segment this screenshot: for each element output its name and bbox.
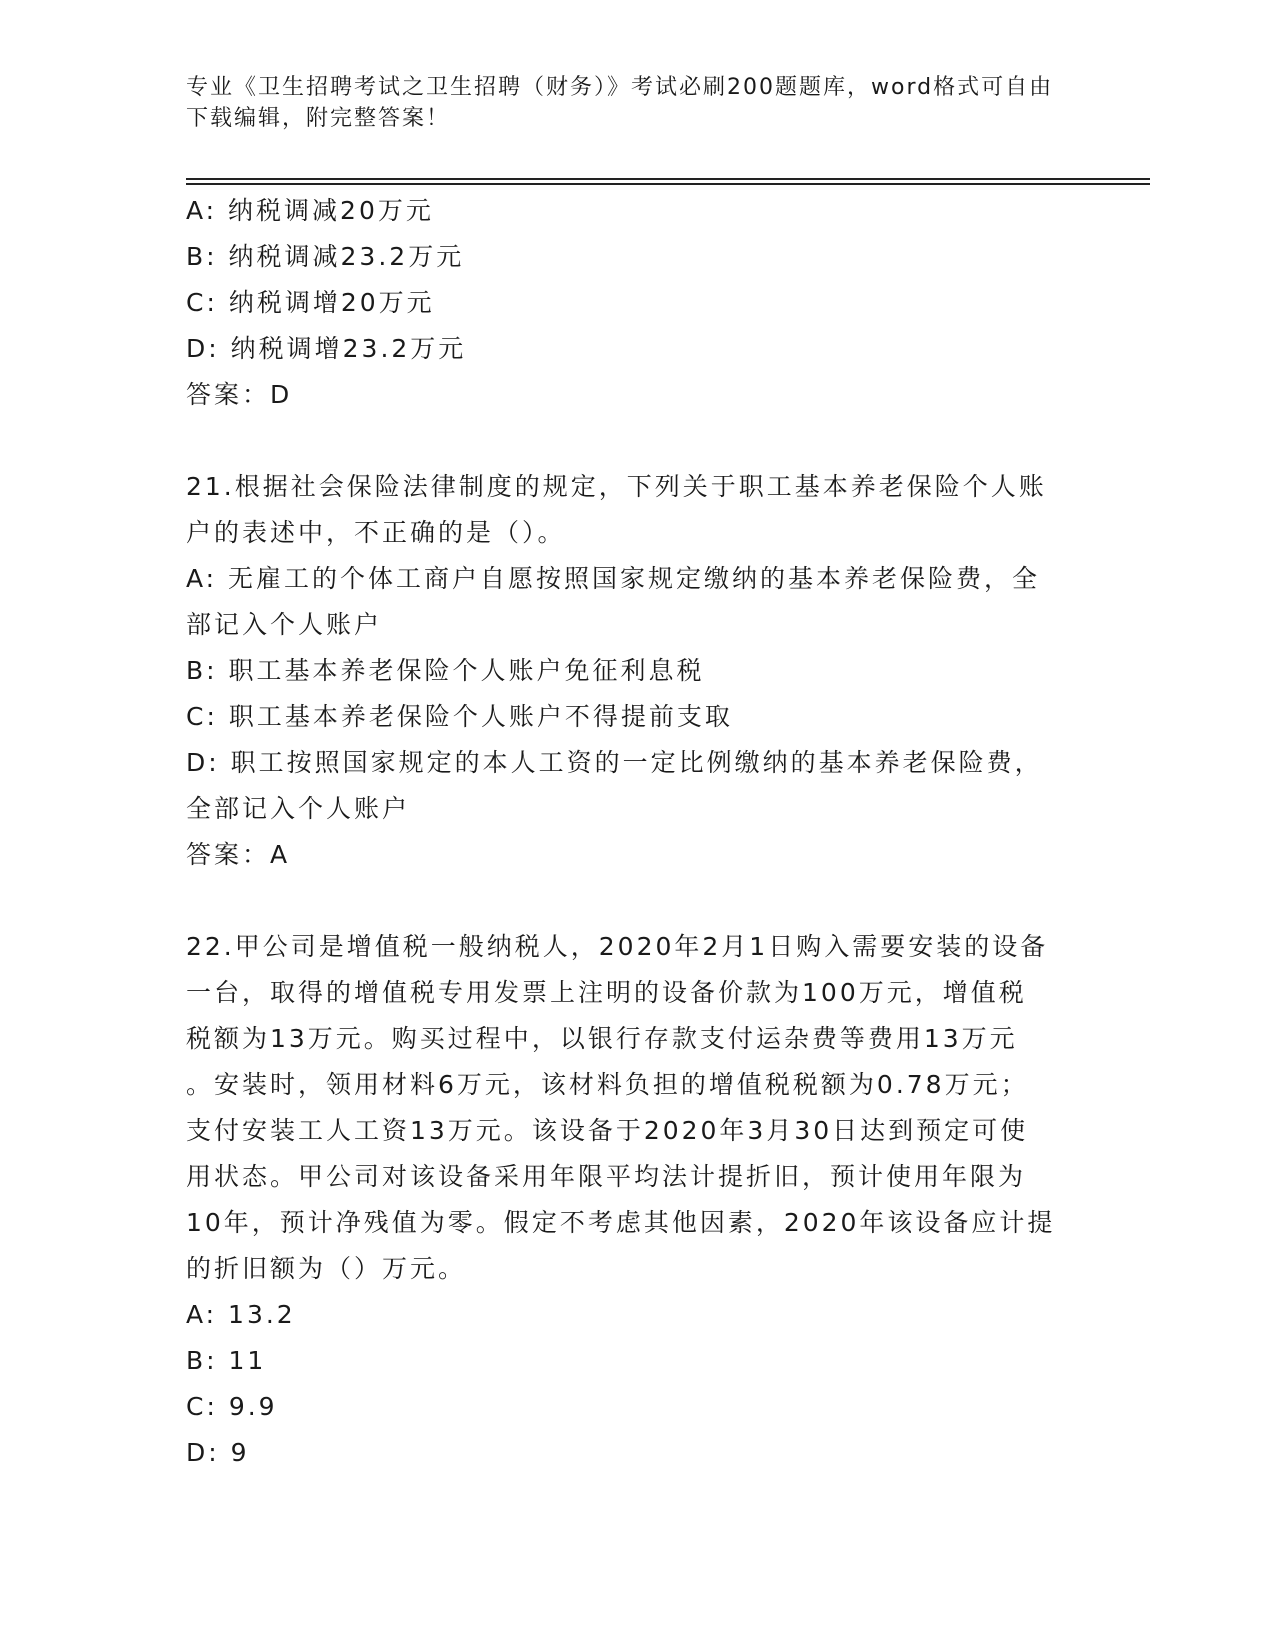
option-a-continued: 部记入个人账户	[186, 610, 383, 639]
question-stem-line: 税额为13万元。购买过程中，以银行存款支付运杂费等费用13万元	[186, 1024, 1018, 1053]
question-21-block	[186, 464, 1086, 878]
option-c: C: 职工基本养老保险个人账户不得提前支取	[186, 702, 733, 731]
header-rule-top	[186, 178, 1150, 180]
document-header	[186, 72, 1066, 134]
question-stem-line: 21.根据社会保险法律制度的规定，下列关于职工基本养老保险个人账	[186, 472, 1047, 501]
option-d: D: 职工按照国家规定的本人工资的一定比例缴纳的基本养老保险费，	[186, 748, 1043, 777]
question-stem-line: 一台，取得的增值税专用发票上注明的设备价款为100万元，增值税	[186, 978, 1027, 1007]
option-d: D: 纳税调增23.2万元	[186, 334, 467, 363]
question-stem-line: 用状态。甲公司对该设备采用年限平均法计提折旧，预计使用年限为	[186, 1162, 1027, 1191]
option-d: D: 9	[186, 1438, 250, 1467]
question-stem-line: 户的表述中，不正确的是（）。	[186, 518, 566, 547]
document-body	[186, 188, 1086, 1476]
option-b: B: 11	[186, 1346, 267, 1375]
option-b: B: 纳税调减23.2万元	[186, 242, 465, 271]
option-a: A: 无雇工的个体工商户自愿按照国家规定缴纳的基本养老保险费，全	[186, 564, 1041, 593]
option-c: C: 9.9	[186, 1392, 278, 1421]
question-stem-line: 。安装时，领用材料6万元，该材料负担的增值税税额为0.78万元；	[186, 1070, 1029, 1099]
question-stem-line: 10年，预计净残值为零。假定不考虑其他因素，2020年该设备应计提	[186, 1208, 1056, 1237]
header-rule-bottom	[186, 183, 1150, 185]
answer-line: 答案：D	[186, 380, 293, 409]
question-stem-line: 22.甲公司是增值税一般纳税人，2020年2月1日购入需要安装的设备	[186, 932, 1049, 961]
option-b: B: 职工基本养老保险个人账户免征利息税	[186, 656, 705, 685]
question-22-block	[186, 924, 1086, 1476]
option-d-continued: 全部记入个人账户	[186, 794, 411, 823]
answer-line: 答案：A	[186, 840, 291, 869]
question-stem-line: 的折旧额为（）万元。	[186, 1254, 467, 1283]
question-stem-line: 支付安装工人工资13万元。该设备于2020年3月30日达到预定可使	[186, 1116, 1029, 1145]
option-a: A: 纳税调减20万元	[186, 196, 434, 225]
prev-question-block	[186, 188, 1086, 418]
header-title: 专业《卫生招聘考试之卫生招聘（财务）》考试必刷200题题库，word格式可自由下载编辑，附完整答案！	[186, 75, 1054, 131]
option-c: C: 纳税调增20万元	[186, 288, 435, 317]
option-a: A: 13.2	[186, 1300, 296, 1329]
